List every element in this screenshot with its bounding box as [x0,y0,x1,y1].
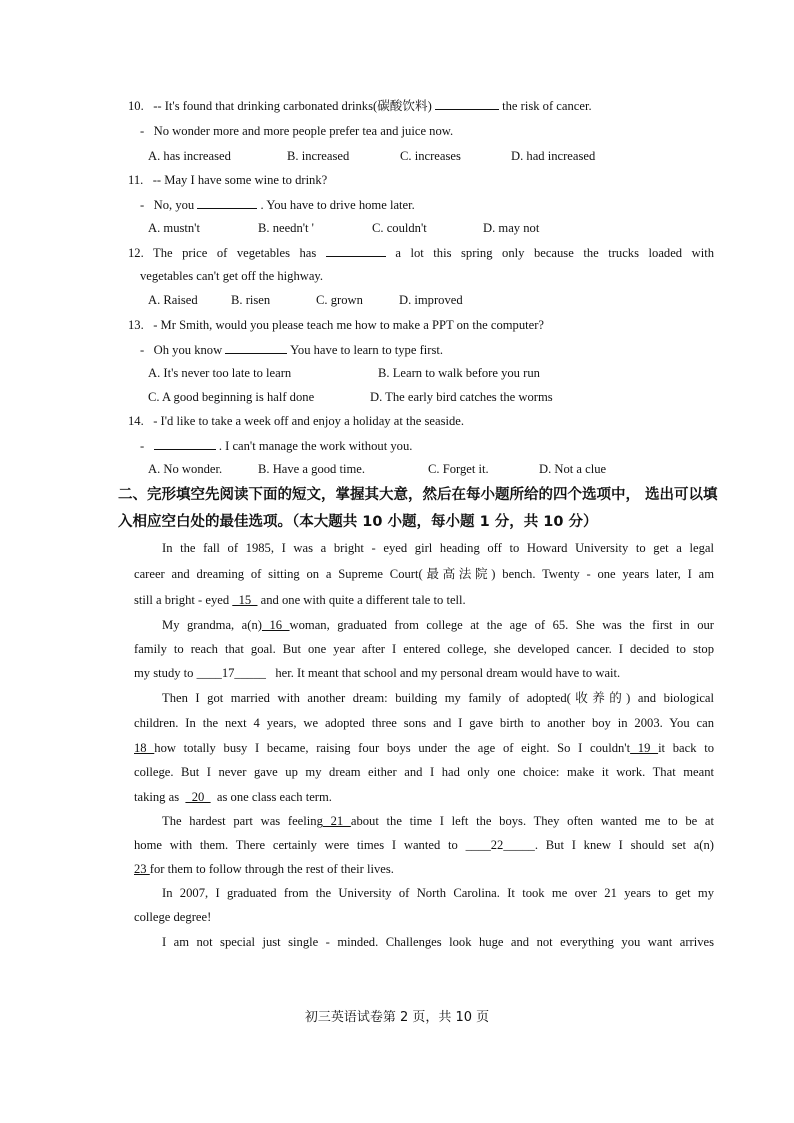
cloze-blank-19: 19 [630,741,659,755]
option-c: C. couldn't [372,221,427,235]
option-a: A. Raised [148,293,198,307]
reply-text: You have to learn to type first. [290,343,444,357]
passage-line: I am not special just single - minded. Challenges look huge and not everything you want arrives [162,935,714,949]
option-b: B. needn't ' [258,221,314,235]
answer-blank [154,437,216,450]
answer-blank [197,196,257,209]
passage-line: college degree! [134,910,212,924]
passage-text: But I knew I should set a(n) [545,838,714,852]
question-text: 12. The price of vegetables has [128,246,317,260]
passage-text: it back to [658,741,715,755]
passage-line [134,665,620,681]
passage-text: my study to [134,666,194,680]
passage-line: In 2007, I graduated from the University of North Carolina. It took me over 21 years to get my [162,886,714,900]
passage-line: college. But I never gave up my dream either and I had only one choice: make it work. That meant [134,765,714,779]
question-number: 10. [128,99,144,113]
passage-text: woman, graduated from college at the age of 65. She was the first in our [289,618,714,632]
option-d: D. may not [483,221,540,235]
passage-line [162,813,714,829]
question-13-reply [140,341,443,358]
passage-text: about the time I left the boys. They often wanted me to be at [350,814,715,828]
question-text: -- It's found that drinking carbonated drinks(碳酸饮料) [153,99,432,113]
option-d: D. Not a clue [539,462,607,476]
passage-line: Then I got married with another dream: building my family of adopted(收养的) and biological [162,691,714,705]
passage-text: for them to follow through the rest of their lives. [149,862,394,876]
passage-text: her. It meant that school and my personal dream would have to wait. [275,666,621,680]
option-c: C. Forget it. [428,462,489,476]
cloze-blank-23: 23 [134,862,150,876]
passage-line [162,617,714,633]
question-11-reply [140,196,415,213]
passage-text: and one with quite a different tale to tell. [260,593,466,607]
passage-text: taking as [134,790,180,804]
reply-text: . You have to drive home later. [260,198,415,212]
question-number: 11. [128,173,144,187]
section-heading: 二、完形填空先阅读下面的短文，掌握其大意，然后在每小题所给的四个选项中， 选出可以填 [118,487,718,503]
question-10-reply: - No wonder more and more people prefer tea and juice now. [140,124,454,138]
passage-line [134,789,332,805]
passage-line: career and dreaming of sitting on a Supreme Court(最高法院) bench. Twenty - one years later, I am [134,567,714,581]
passage-line [134,837,714,853]
reply-text: - No, you [140,198,195,212]
passage-text: as one class each term. [216,790,332,804]
option-a: A. No wonder. [148,462,223,476]
cloze-blank-21: 21 [322,814,351,828]
answer-blank [326,244,386,257]
option-a: A. It's never too late to learn [148,366,292,380]
question-number: 14. [128,414,144,428]
section-heading: 入相应空白处的最佳选项。（本大题共 10 小题，每小题 1 分，共 10 分） [118,514,598,530]
option-b: B. increased [287,149,350,163]
passage-line [134,740,714,756]
option-c: C. A good beginning is half done [148,390,315,404]
passage-text: home with them. There certainly were times I wanted to [134,838,458,852]
passage-line: family to reach that goal. But one year after I entered college, she developed cancer. I decided to stop [134,642,714,656]
passage-line [134,861,394,877]
option-d: D. The early bird catches the worms [370,390,553,404]
option-d: D. improved [399,293,463,307]
reply-text: - [140,439,145,453]
cloze-blank-16: 16 [261,618,290,632]
option-b: B. risen [231,293,271,307]
option-b: B. Learn to walk before you run [378,366,540,380]
question-12-prompt [128,244,714,261]
question-number: 13. [128,318,144,332]
passage-text: how totally busy I became, raising four boys under the age of eight. So I couldn't [154,741,631,755]
answer-blank [225,341,287,354]
cloze-blank-17: ____17_____ [196,666,266,680]
question-11-prompt [128,172,327,188]
page-footer: 初三英语试卷第 2 页，共 10 页 [304,1010,490,1025]
reply-text: . I can't manage the work without you. [218,439,413,453]
option-a: A. mustn't [148,221,200,235]
passage-line: In the fall of 1985, I was a bright - eyed girl heading off to Howard University to get a legal [162,541,714,555]
passage-text: The hardest part was feeling [162,814,323,828]
question-text: - Mr Smith, would you please teach me how to make a PPT on the computer? [153,318,544,332]
question-text: - I'd like to take a week off and enjoy a holiday at the seaside. [153,414,465,428]
question-12-continuation: vegetables can't get off the highway. [140,269,324,283]
option-a: A. has increased [148,149,231,163]
question-text: -- May I have some wine to drink? [152,173,328,187]
question-14-prompt [128,413,464,429]
question-14-reply [140,437,412,454]
option-c: C. increases [400,149,461,163]
question-10-prompt [128,97,592,114]
passage-line [134,592,466,608]
cloze-blank-20: 20 [185,790,211,804]
option-b: B. Have a good time. [258,462,366,476]
question-13-prompt [128,317,544,333]
reply-text: - Oh you know [140,343,223,357]
cloze-blank-15: 15 [232,593,258,607]
passage-line: children. In the next 4 years, we adopted three sons and I gave birth to another boy in 2003. You can [134,716,714,730]
passage-text: still a bright - eyed [134,593,230,607]
option-d: D. had increased [511,149,596,163]
cloze-blank-18: 18 [134,741,155,755]
question-text: a lot this spring only because the trucks loaded with [395,246,715,260]
answer-blank [435,97,499,110]
cloze-blank-22: ____22_____. [465,838,538,852]
option-c: C. grown [316,293,363,307]
question-text: the risk of cancer. [502,99,592,113]
passage-text: My grandma, a(n) [162,618,262,632]
